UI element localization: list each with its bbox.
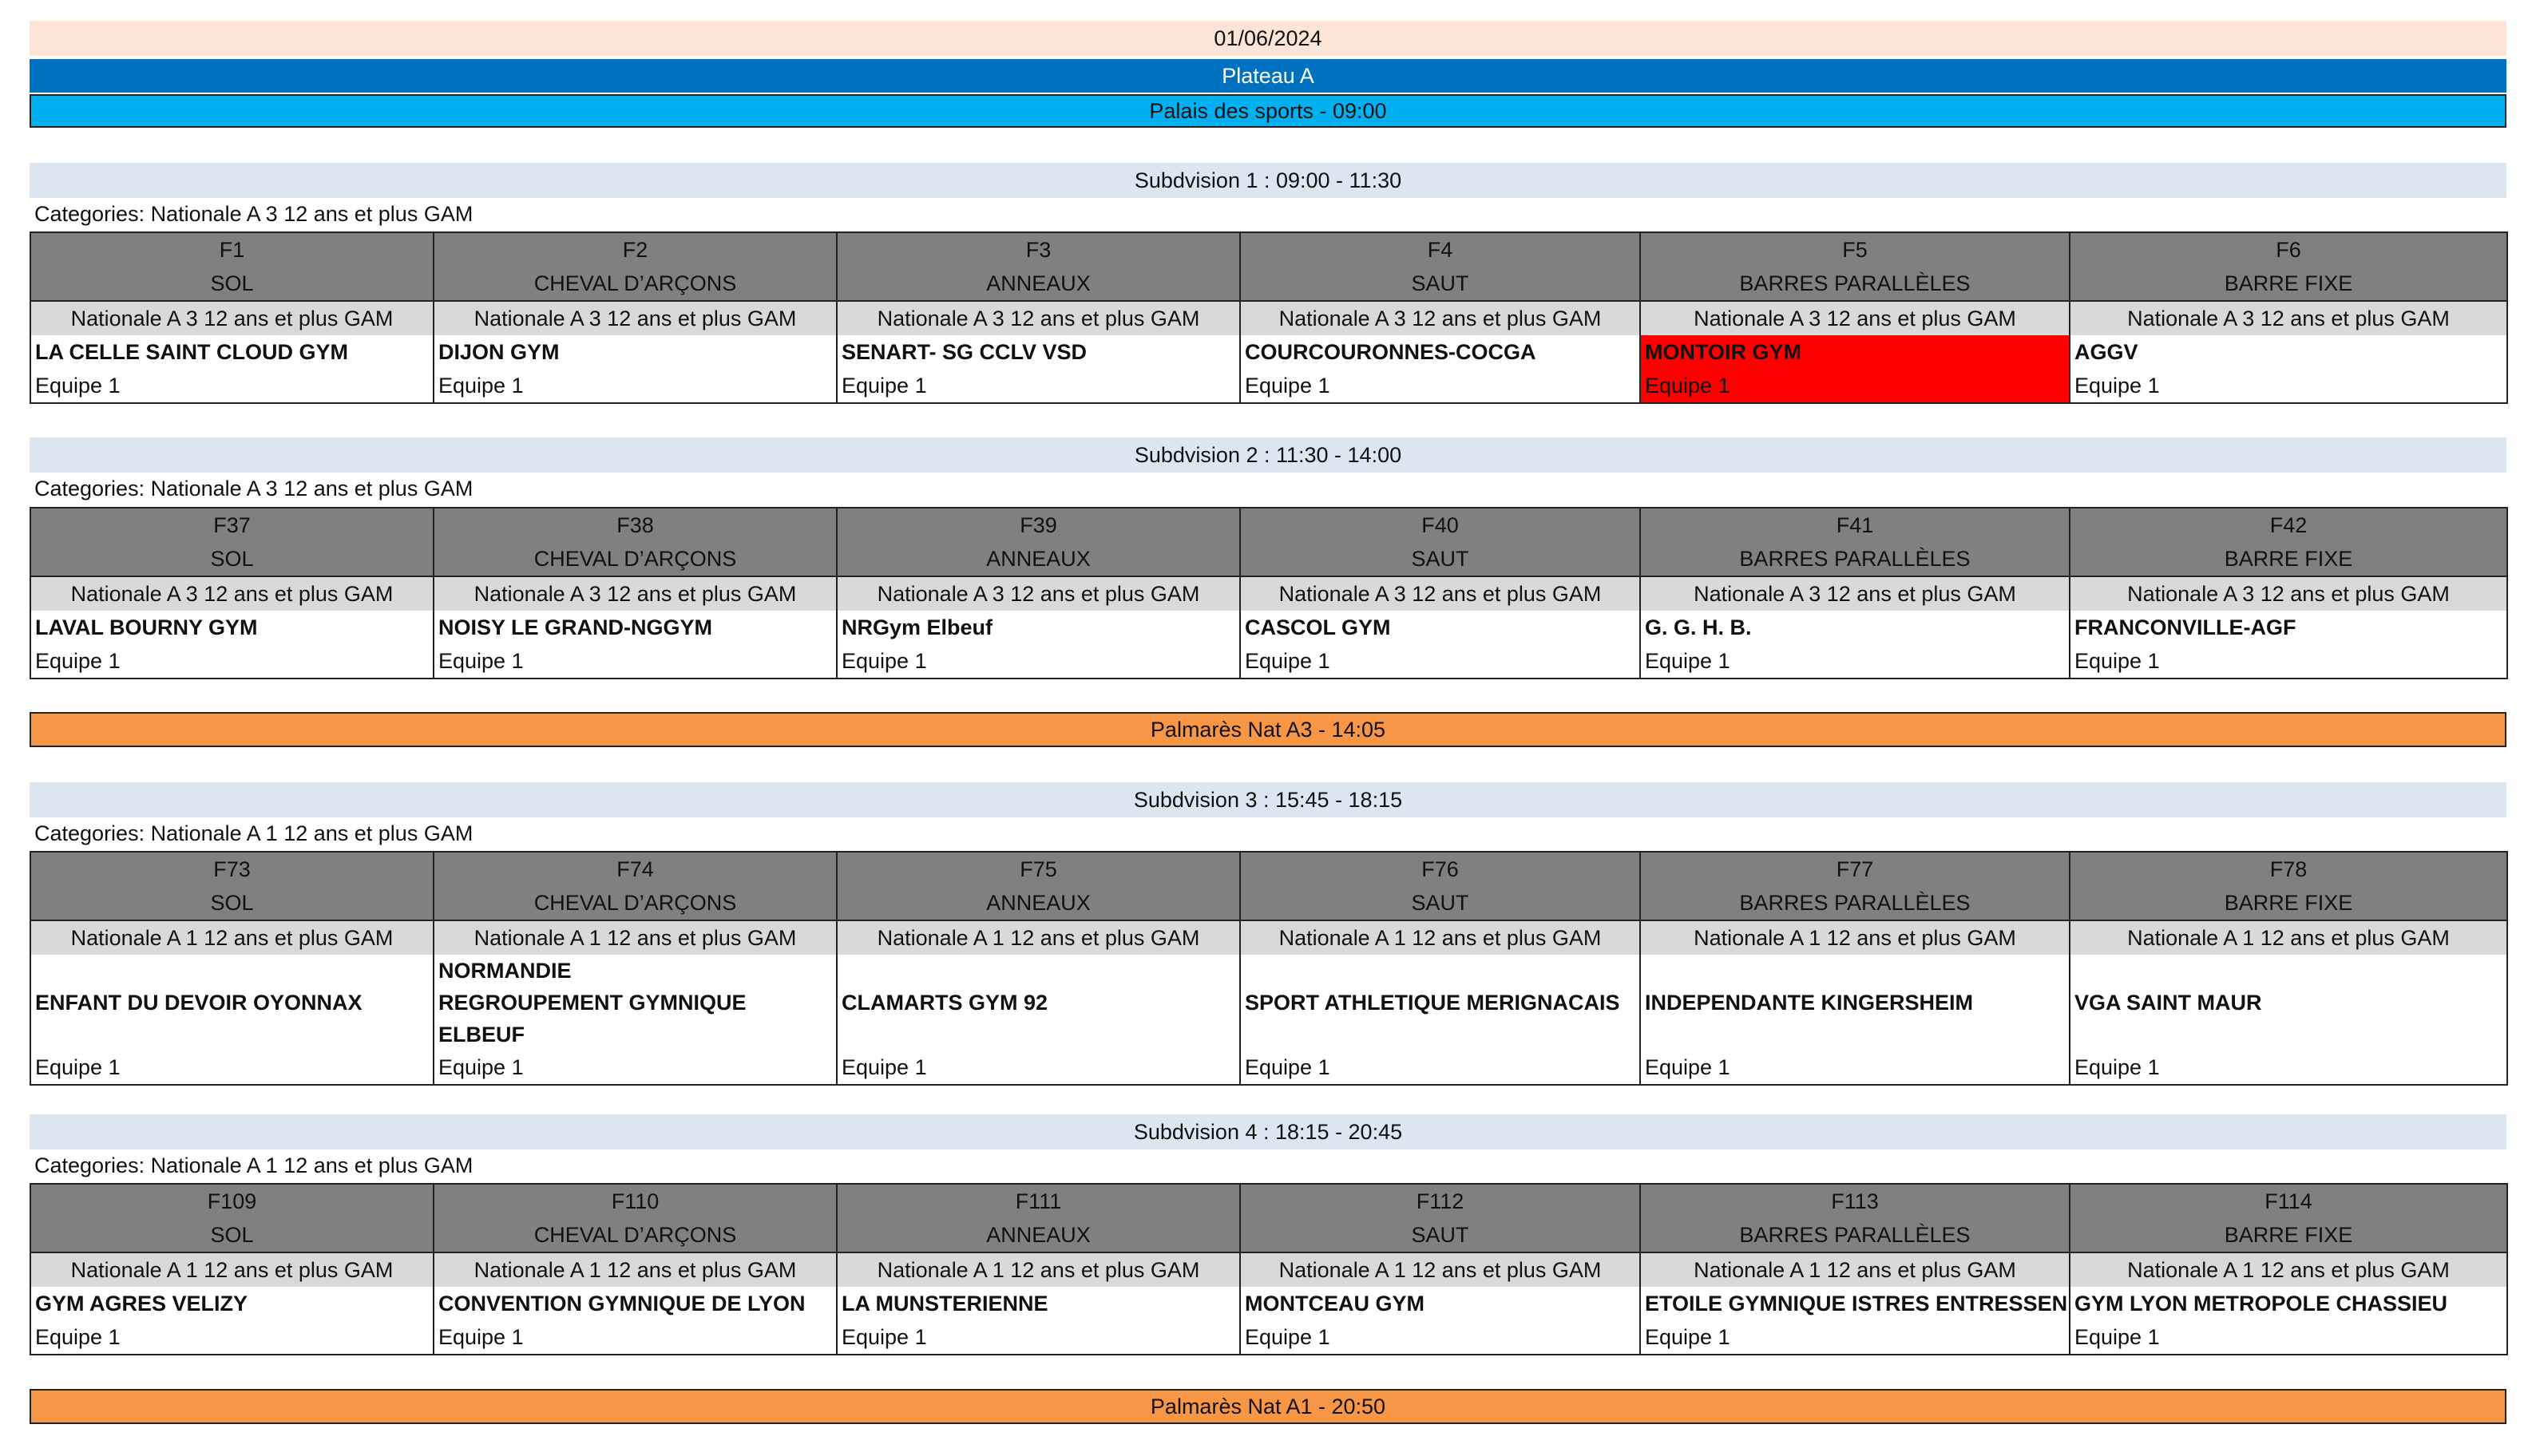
team-label: Equipe 1: [1240, 369, 1640, 403]
team-label: Equipe 1: [837, 644, 1240, 679]
apparatus-label: CHEVAL D’ARÇONS: [434, 267, 837, 301]
rotation-code: F78: [2070, 852, 2507, 886]
category-label: Nationale A 1 12 ans et plus GAM: [434, 920, 837, 955]
team-label: Equipe 1: [1240, 644, 1640, 679]
rotation-code: F2: [434, 232, 837, 267]
category-label: Nationale A 1 12 ans et plus GAM: [434, 1252, 837, 1287]
rotation-code: F42: [2070, 508, 2507, 542]
club-row: [30, 955, 2507, 1050]
club-name: CONVENTION GYMNIQUE DE LYON: [434, 1287, 837, 1320]
category-label: Nationale A 1 12 ans et plus GAM: [1240, 1252, 1640, 1287]
category-label: Nationale A 3 12 ans et plus GAM: [1240, 576, 1640, 611]
code-row: [30, 1184, 2507, 1218]
rotation-code: F40: [1240, 508, 1640, 542]
club-name: LAVAL BOURNY GYM: [30, 611, 434, 644]
apparatus-label: BARRES PARALLÈLES: [1640, 886, 2070, 920]
club-row: [30, 335, 2507, 369]
apparatus-label: CHEVAL D’ARÇONS: [434, 1218, 837, 1252]
category-label: Nationale A 3 12 ans et plus GAM: [837, 301, 1240, 335]
team-label: Equipe 1: [1640, 1320, 2070, 1355]
club-row: [30, 1287, 2507, 1320]
team-label: Equipe 1: [837, 1050, 1240, 1085]
category-row: [30, 301, 2507, 335]
category-row: [30, 576, 2507, 611]
apparatus-label: SAUT: [1240, 542, 1640, 576]
club-name-text: SPORT ATHLETIQUE MERIGNACAIS: [1245, 991, 1620, 1015]
plateau-header: Plateau A: [30, 59, 2506, 93]
apparatus-label: ANNEAUX: [837, 1218, 1240, 1252]
subdivision-1-table: [30, 231, 2508, 404]
team-label: Equipe 1: [1640, 1050, 2070, 1085]
rotation-code: F1: [30, 232, 434, 267]
apparatus-label: ANNEAUX: [837, 542, 1240, 576]
club-name-text: CLAMARTS GYM 92: [842, 991, 1048, 1015]
apparatus-label: BARRES PARALLÈLES: [1640, 1218, 2070, 1252]
subdivision-2-table: [30, 507, 2508, 679]
palmares-nat-a1: Palmarès Nat A1 - 20:50: [30, 1389, 2506, 1424]
rotation-code: F109: [30, 1184, 434, 1218]
club-name: GYM LYON METROPOLE CHASSIEU: [2070, 1287, 2507, 1320]
category-label: Nationale A 3 12 ans et plus GAM: [2070, 576, 2507, 611]
category-label: Nationale A 3 12 ans et plus GAM: [1240, 301, 1640, 335]
category-label: Nationale A 3 12 ans et plus GAM: [1640, 576, 2070, 611]
rotation-code: F110: [434, 1184, 837, 1218]
code-row: [30, 232, 2507, 267]
apparatus-row: [30, 267, 2507, 301]
subdivision-4-title: Subdvision 4 : 18:15 - 20:45: [30, 1114, 2506, 1149]
club-name-text: NORMANDIE REGROUPEMENT GYMNIQUE ELBEUF: [438, 959, 747, 1046]
club-name: DIJON GYM: [434, 335, 837, 369]
team-label: Equipe 1: [837, 369, 1240, 403]
team-label: Equipe 1: [1640, 644, 2070, 679]
category-label: Nationale A 3 12 ans et plus GAM: [434, 576, 837, 611]
category-label: Nationale A 3 12 ans et plus GAM: [434, 301, 837, 335]
subdivision-3-title: Subdvision 3 : 15:45 - 18:15: [30, 782, 2506, 817]
apparatus-label: BARRE FIXE: [2070, 1218, 2507, 1252]
apparatus-label: BARRE FIXE: [2070, 267, 2507, 301]
team-label: Equipe 1: [434, 369, 837, 403]
category-label: Nationale A 3 12 ans et plus GAM: [837, 576, 1240, 611]
rotation-code: F77: [1640, 852, 2070, 886]
rotation-code: F41: [1640, 508, 2070, 542]
team-label: Equipe 1: [434, 1320, 837, 1355]
club-name: [837, 955, 1240, 1050]
code-row: [30, 852, 2507, 886]
club-name: COURCOURONNES-COCGA: [1240, 335, 1640, 369]
apparatus-label: SAUT: [1240, 267, 1640, 301]
rotation-code: F38: [434, 508, 837, 542]
club-name-highlighted: MONTOIR GYM: [1640, 335, 2070, 369]
club-name: NOISY LE GRAND-NGGYM: [434, 611, 837, 644]
code-row: [30, 508, 2507, 542]
team-label: Equipe 1: [2070, 1320, 2507, 1355]
apparatus-label: BARRE FIXE: [2070, 886, 2507, 920]
apparatus-label: SOL: [30, 886, 434, 920]
club-name-text: INDEPENDANTE KINGERSHEIM: [1645, 991, 1974, 1015]
category-label: Nationale A 1 12 ans et plus GAM: [2070, 1252, 2507, 1287]
rotation-code: F3: [837, 232, 1240, 267]
category-label: Nationale A 3 12 ans et plus GAM: [2070, 301, 2507, 335]
apparatus-label: CHEVAL D’ARÇONS: [434, 542, 837, 576]
team-row: [30, 644, 2507, 679]
team-row: [30, 369, 2507, 403]
category-label: Nationale A 1 12 ans et plus GAM: [1640, 920, 2070, 955]
apparatus-label: SAUT: [1240, 886, 1640, 920]
venue-header: Palais des sports - 09:00: [30, 94, 2506, 128]
team-label: Equipe 1: [30, 1050, 434, 1085]
team-row: [30, 1320, 2507, 1355]
rotation-code: F6: [2070, 232, 2507, 267]
category-label: Nationale A 3 12 ans et plus GAM: [1640, 301, 2070, 335]
club-name: LA MUNSTERIENNE: [837, 1287, 1240, 1320]
apparatus-label: BARRES PARALLÈLES: [1640, 267, 2070, 301]
category-label: Nationale A 1 12 ans et plus GAM: [1640, 1252, 2070, 1287]
apparatus-label: BARRES PARALLÈLES: [1640, 542, 2070, 576]
club-name: AGGV: [2070, 335, 2507, 369]
rotation-code: F111: [837, 1184, 1240, 1218]
club-name-text: ENFANT DU DEVOIR OYONNAX: [35, 991, 363, 1015]
category-row: [30, 920, 2507, 955]
team-label: Equipe 1: [30, 369, 434, 403]
team-label: Equipe 1: [1240, 1050, 1640, 1085]
club-name: [2070, 955, 2507, 1050]
rotation-code: F76: [1240, 852, 1640, 886]
subdivision-1-title: Subdvision 1 : 09:00 - 11:30: [30, 163, 2506, 198]
club-name: CASCOL GYM: [1240, 611, 1640, 644]
team-label: Equipe 1: [2070, 1050, 2507, 1085]
apparatus-label: SOL: [30, 542, 434, 576]
apparatus-label: CHEVAL D’ARÇONS: [434, 886, 837, 920]
team-label: Equipe 1: [30, 644, 434, 679]
apparatus-row: [30, 542, 2507, 576]
category-label: Nationale A 1 12 ans et plus GAM: [30, 1252, 434, 1287]
subdivision-3-table: [30, 851, 2508, 1086]
apparatus-label: SAUT: [1240, 1218, 1640, 1252]
date-header: 01/06/2024: [30, 21, 2506, 56]
club-name: LA CELLE SAINT CLOUD GYM: [30, 335, 434, 369]
subdivision-4-categories: Categories: Nationale A 1 12 ans et plus GAM: [34, 1153, 474, 1177]
rotation-code: F73: [30, 852, 434, 886]
team-label: Equipe 1: [1240, 1320, 1640, 1355]
rotation-code: F113: [1640, 1184, 2070, 1218]
club-name: [1640, 955, 2070, 1050]
rotation-code: F4: [1240, 232, 1640, 267]
category-row: [30, 1252, 2507, 1287]
category-label: Nationale A 1 12 ans et plus GAM: [1240, 920, 1640, 955]
club-name: [434, 955, 837, 1050]
apparatus-label: BARRE FIXE: [2070, 542, 2507, 576]
apparatus-label: SOL: [30, 267, 434, 301]
club-name: SENART- SG CCLV VSD: [837, 335, 1240, 369]
subdivision-3-categories: Categories: Nationale A 1 12 ans et plus GAM: [34, 821, 474, 845]
rotation-code: F5: [1640, 232, 2070, 267]
category-label: Nationale A 1 12 ans et plus GAM: [30, 920, 434, 955]
team-label: Equipe 1: [434, 644, 837, 679]
apparatus-row: [30, 1218, 2507, 1252]
category-label: Nationale A 3 12 ans et plus GAM: [30, 301, 434, 335]
club-name: [30, 955, 434, 1050]
subdivision-2-categories: Categories: Nationale A 3 12 ans et plus GAM: [34, 477, 474, 500]
club-name: FRANCONVILLE-AGF: [2070, 611, 2507, 644]
team-label-highlighted: Equipe 1: [1640, 369, 2070, 403]
rotation-code: F75: [837, 852, 1240, 886]
apparatus-row: [30, 886, 2507, 920]
club-name: MONTCEAU GYM: [1240, 1287, 1640, 1320]
club-row: [30, 611, 2507, 644]
club-name: [1240, 955, 1640, 1050]
club-name: ETOILE GYMNIQUE ISTRES ENTRESSEN: [1640, 1287, 2070, 1320]
team-label: Equipe 1: [30, 1320, 434, 1355]
club-name: NRGym Elbeuf: [837, 611, 1240, 644]
team-label: Equipe 1: [2070, 644, 2507, 679]
team-label: Equipe 1: [434, 1050, 837, 1085]
team-label: Equipe 1: [837, 1320, 1240, 1355]
club-name: GYM AGRES VELIZY: [30, 1287, 434, 1320]
category-label: Nationale A 1 12 ans et plus GAM: [2070, 920, 2507, 955]
apparatus-label: ANNEAUX: [837, 267, 1240, 301]
rotation-code: F74: [434, 852, 837, 886]
category-label: Nationale A 1 12 ans et plus GAM: [837, 1252, 1240, 1287]
team-label: Equipe 1: [2070, 369, 2507, 403]
subdivision-4-table: [30, 1183, 2508, 1355]
apparatus-label: SOL: [30, 1218, 434, 1252]
subdivision-2-title: Subdvision 2 : 11:30 - 14:00: [30, 437, 2506, 473]
rotation-code: F114: [2070, 1184, 2507, 1218]
club-name-text: VGA SAINT MAUR: [2074, 991, 2262, 1015]
category-label: Nationale A 1 12 ans et plus GAM: [837, 920, 1240, 955]
rotation-code: F37: [30, 508, 434, 542]
subdivision-1-categories: Categories: Nationale A 3 12 ans et plus GAM: [34, 202, 474, 226]
club-name: G. G. H. B.: [1640, 611, 2070, 644]
rotation-code: F39: [837, 508, 1240, 542]
category-label: Nationale A 3 12 ans et plus GAM: [30, 576, 434, 611]
palmares-nat-a3: Palmarès Nat A3 - 14:05: [30, 712, 2506, 747]
apparatus-label: ANNEAUX: [837, 886, 1240, 920]
rotation-code: F112: [1240, 1184, 1640, 1218]
team-row: [30, 1050, 2507, 1085]
